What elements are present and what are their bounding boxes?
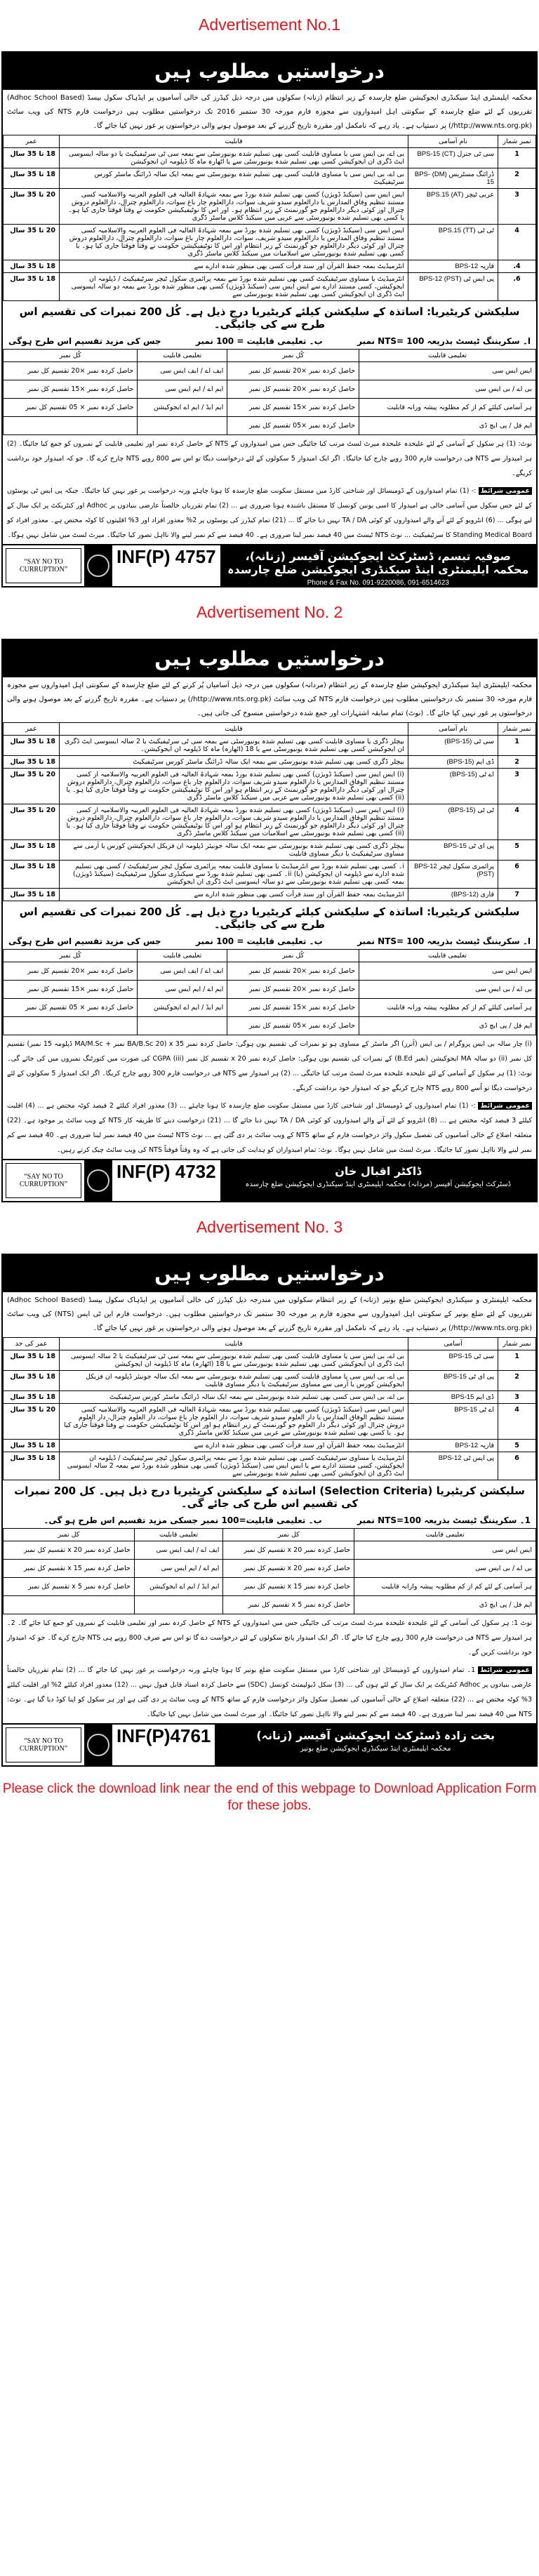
row-qualification: بیچلر ڈگری کسی بھی تسلیم شدہ یونیورسٹی سے بمعہ ایک سالہ ڈرائنگ ماسٹر کورس سرٹیفیکیٹ bbox=[60, 756, 408, 769]
criteria-row bbox=[4, 1541, 536, 1560]
officer-name: بخت زادہ ڈسٹرکٹ ایجوکیشن آفیسر (زنانہ) bbox=[256, 1729, 495, 1742]
row-serial: 3 bbox=[498, 769, 536, 804]
applications-wanted-banner: درخواستیں مطلوب ہیں bbox=[3, 53, 536, 90]
criteria-cell: بی اے / بی ایس سی bbox=[354, 1560, 536, 1578]
row-serial: 1 bbox=[498, 148, 536, 168]
row-qualification: بی اے، بی ایس سی یا مساوی قابلیت کسی بھی تسلیم شدہ یونیورسٹی سے بمعہ ایک سالہ جونیئر ڈپلومہ ان فزیکل ایجوکیشن کورس یا آرمی سے مساوی سرٹیفیکیٹ یا دیگر مساوی قابلیت bbox=[60, 1371, 408, 1391]
table-row bbox=[4, 148, 536, 168]
criteria-cell: ہر آسامی کے لئے کم از کم مطلوبہ پیشہ وارانہ قابلیت bbox=[354, 1578, 536, 1596]
posts-table-header bbox=[4, 723, 536, 736]
screening-test-marks: 1۔ سکریننگ ٹیسٹ بذریعہ NTS=100 نمبر bbox=[357, 1515, 531, 1525]
crit-col-marks: کل نمبر bbox=[223, 1529, 354, 1541]
criteria-cell: حاصل کردہ نمبر ×15 تقسیم کل نمبر bbox=[227, 999, 359, 1017]
advertisement bbox=[1, 1254, 538, 1767]
general-conditions-tag: عمومی شرائط bbox=[479, 487, 532, 495]
inf-code: INF(P) 4732 bbox=[117, 1161, 216, 1182]
col-post: آسامی bbox=[408, 1338, 498, 1350]
criteria-cell: ایف اے / ایف ایس سی bbox=[138, 962, 227, 981]
criteria-cell bbox=[4, 417, 138, 435]
criteria-cell: حاصل کردہ نمبر ×20 تقسیم کل نمبر bbox=[227, 981, 359, 999]
criteria-cell: ایف اے / ایف ایس سی bbox=[134, 1541, 223, 1560]
advertisement bbox=[1, 51, 538, 587]
row-qualification: (i) ایس ایس سی (سیکنڈ ڈویژن) کسی بھی تسلیم شدہ بورڈ بمعہ شہادۃ العالیہ فی العلوم العربیہ والاسلامیہ از کسی مستند تنظیم الوفاق المدارس یا دارالعلوم سیدو شریف سوات، دارالعلوم چار باغ سوات، دارالعلوم چترال، دارالعلوم دروش چترال اور کوئی دیگر دارالعلوم جو گورنمنٹ کے زیر انتظام ہو اور اس کا نوٹیفیکیشن حکومت نے وقتاً فوقتاً جاری کیا ہو۔ یا (ii) کسی بھی تسلیم شدہ یونیورسٹی سے عربی میں سیکنڈ کلاس ماسٹر ڈگری bbox=[60, 769, 408, 804]
general-conditions-tag: عمومی شرائط bbox=[478, 1102, 532, 1110]
row-serial: 2 bbox=[498, 168, 536, 189]
officer-block bbox=[215, 1725, 536, 1765]
general-conditions-text: :- (1) تمام امیدواروں کے ڈومیسائل اور شناختی کارڈ میں مستقل سکونت ضلع چارسدہ کا ہونا چاہئے ... (3) معذور افراد کیلئے 2 فیصد کوٹہ مختص ہے ... (4) اقلیت کیلئے 3 فیصد کوٹہ مختص ہے ... (8) انٹرویو کے لئے آنے والے امیدواروں کو کوئی TA / DA نہیں دیا جائے گا ... (21) درخواست دینے کا طریقہ کار NTS کے ویب سائٹ پر موجود ہے۔ (22) متعلقہ اضلاع کے خالی آسامیوں کی تفصیل سکول وائز درخواست فارم کے ساتھ NTS کے ویب سائٹ پر دی گئی ہے ... نوٹ NTS ٹیسٹ میں 40 فیصد نمبر لینا ضروری ہے۔ 40 فیصد سے کم نمبر لینے والا نااہل تصور کیا جائیگا۔ میرٹ لسٹ میں شامل نہیں ہوگا۔ نوٹ: تمام امیدواران کو ہدایت کی جاتی ہے کہ وہ وقتاً فوقتاً NTS کی ویب سائٹ چیک کرتے رہیں۔ bbox=[7, 1102, 532, 1154]
say-no-to-corruption: “SAY NO TO CURRUPTION” bbox=[6, 1163, 81, 1198]
criteria-cell: حاصل کردہ نمبر ×20 تقسیم کل نمبر bbox=[227, 362, 359, 380]
row-qualification: انٹرمیڈیٹ یا مساوی سرٹیفیکیٹ کسی بھی تسلیم شدہ بورڈ سے بمعہ پرائمری سکول ٹیچر سرٹیفیکیٹ / ڈپلومہ ان ایجوکیشن، کسی مستند ادارے سے یا ایس ایس سی (سیکنڈ ڈویژن) کسی بھی منظور شدہ بورڈ سے بمعہ 2 سالہ ایسوسی ایٹ ڈگری ان ایجوکیشن کسی بھی تسلیم شدہ یونیورسٹی سے bbox=[60, 1452, 408, 1480]
crit-col-marks-2: کل نمبر bbox=[4, 1529, 135, 1541]
criteria-cell: ہر آسامی کیلئے کم از کم مطلوبہ پیشہ ورانہ قابلیت bbox=[359, 399, 536, 417]
general-conditions-text: :- (1) تمام امیدواروں کے ڈومیسائل اور شناختی کارڈ میں مستقل سکونت ضلع چارسدہ کا ہونا چاہئے ورنہ درخواست پر غور نہیں کیا جائیگا۔ جبکہ پی ایس ٹی پوسٹوں کے لئے جس سکول میں آسامی خالی ہے امیدوار کا اسی یونین کونسل کا مستقل باشندہ ہونا ضروری ہے ... (2) تمام تقرریاں خالصتاً عارضی بنیادوں پر Adhoc اور کنٹریکٹ پر ایک سال کے لیے ہوگی ... (6) انٹرویو کے لئے آنے والے امیدواروں کو کوئی TA / DA نہیں دیا جائے گا ... (21) تمام کیڈرز کی پوسٹوں پر 2% معذور افراد اور 3% اقلیتوں کا کوٹہ مختص ہے۔ معذور افراد کو Standing Medical Board کا سرٹیفیکیٹ ... نوٹ NTS ٹیسٹ میں 40 فیصد نمبر لینا ضروری ہے۔ 40 فیصد سے کم نمبر لینے والا نااہل تصور کیا جائیگا۔ میرٹ لسٹ میں شامل نہیں ہوگا۔ bbox=[7, 487, 533, 539]
selection-criteria-heading: سلیکشن کریٹیریا: اساتذہ کے سلیکشن کیلئے کریٹیریا درج ذیل ہے۔ کُل 200 نمبرات کی تقسیم اس طرح سے کی جائیگی۔ bbox=[19, 905, 520, 931]
criteria-cell: بی اے / بی ایس سی bbox=[359, 380, 536, 399]
col-post: نام آسامی bbox=[408, 135, 498, 148]
criteria-row bbox=[4, 1017, 536, 1035]
row-qualification: (i) ایس ایس سی (سیکنڈ ڈویژن) کسی بھی تسلیم شدہ بورڈ بمعہ شہادۃ العالیہ فی العلوم العربیہ والاسلامیہ از کسی مستند تنظیم الوفاق المدارس یا دارالعلوم سیدو شریف سوات، دارالعلوم چار باغ سوات، دارالعلوم چترال، دارالعلوم دروش چترال اور کوئی دیگر دارالعلوم جو گورنمنٹ کے زیر انتظام ہو اور اس کا نوٹیفیکیشن حکومت نے وقتاً فوقتاً جاری کیا ہو۔ یا (ii) کسی بھی تسلیم شدہ یونیورسٹی سے اسلامیات میں سیکنڈ کلاس ماسٹر ڈگری bbox=[60, 804, 408, 840]
col-age: عمر bbox=[4, 135, 60, 148]
row-post: قاری (BPS-12) bbox=[408, 889, 498, 901]
row-serial: 4 bbox=[498, 225, 536, 260]
inf-code: INF(P)4761 bbox=[117, 1725, 211, 1746]
row-serial: 6. bbox=[498, 273, 536, 301]
row-post: سی ٹی (BPS-15) bbox=[408, 736, 498, 756]
criteria-row bbox=[4, 380, 536, 399]
table-row bbox=[4, 756, 536, 769]
row-post: عربی ٹیچر (AT) BPS.15 bbox=[408, 189, 498, 225]
row-qualification: بیچلر ڈگری کسی بھی تسلیم شدہ یونیورسٹی سے بمعہ ایک سالہ جونیئر ڈپلومہ ان فزیکل ایجوکیشن کورس یا آرمی سے مساوی سرٹیفیکیٹ یا دیگر مساوی قابلیت bbox=[60, 840, 408, 861]
row-serial: 1 bbox=[498, 736, 536, 756]
criteria-cell bbox=[138, 1017, 227, 1035]
row-age: 20 تا 35 سال bbox=[4, 804, 60, 840]
criteria-cell: حاصل کردہ نمبر × 05 تقسیم کل نمبر bbox=[4, 999, 138, 1017]
selection-criteria-sub bbox=[3, 335, 536, 349]
criteria-cell: حاصل کردہ نمبر ×15 تقسیم کل نمبر bbox=[4, 380, 138, 399]
crit-col-marks-2: کُل نمبر bbox=[4, 350, 138, 362]
row-serial: 7 bbox=[498, 889, 536, 901]
table-row bbox=[4, 1404, 536, 1440]
row-serial: 5 bbox=[498, 1440, 536, 1452]
officer-designation: ڈسٹرکٹ ایجوکیشن آفیسر (مردانہ) محکمہ ایلیمنٹری اینڈ سیکنڈری ایجوکیشن ضلع چارسدہ bbox=[245, 1181, 512, 1188]
row-post: پی ایس ٹی (PST) BPS-12 bbox=[408, 273, 498, 301]
crit-col-marks: کُل نمبر bbox=[227, 350, 359, 362]
table-row bbox=[4, 273, 536, 301]
intro-text: محکمہ ایلیمنٹری اینڈ سیکنڈری ایجوکیشن ضلع چارسدہ کے زیر انتظام (زنانہ) سکولوں میں درجہ ذیل کیڈرز کی خالی آسامیوں پر ایڈہاک سکول بیسڈ (Adhoc School Based) تقرریوں کے لئے ضلع چارسدہ کے سکونتی اہل امیدواروں سے مجوزہ فارم مورخہ 30 ستمبر 2016 تک درخواستیں مطلوب ہیں درخواست فارم NTS کی ویب سائٹ (http://www.nts.org.pk/) پر دستیاب ہے۔ یاد رہے کہ نامکمل اور مقررہ تاریخ گزرنے کے بعد موصول ہونے والی درخواستوں پر غور نہیں کیا جائے گا۔ bbox=[7, 94, 533, 130]
inf-code: INF(P) 4757 bbox=[117, 546, 216, 567]
ad-footer bbox=[3, 1723, 536, 1765]
officer-designation: محکمہ ایلیمنٹری اینڈ سیکنڈری ایجوکیشن ضلع بونیر bbox=[300, 1745, 451, 1753]
officer-block bbox=[220, 1160, 536, 1201]
say-no-to-corruption: “SAY NO TO CURRUPTION” bbox=[6, 548, 81, 583]
criteria-cell: حاصل کردہ نمبر × 05 تقسیم کل نمبر bbox=[4, 399, 138, 417]
row-qualification: انٹرمیڈیٹ بمعہ حفظ القرآن اور سند قرأت کسی بھی منظور شدہ ادارے سے bbox=[60, 1440, 408, 1452]
row-post: پرائمری سکول ٹیچر BPS-12 (PST) bbox=[408, 861, 498, 889]
row-age: 18 تا 35 سال bbox=[4, 840, 60, 861]
division-note: جس کی مزید تقسیم اس طرح ہوگی bbox=[8, 336, 161, 346]
row-post: پی ای ٹی BPS-15 bbox=[408, 840, 498, 861]
officer-block bbox=[220, 545, 536, 586]
table-row bbox=[4, 1350, 536, 1371]
crit-col-qualification: تعلیمی قابلیت bbox=[359, 950, 536, 962]
row-age: 18 تا 35 سال bbox=[4, 1440, 60, 1452]
row-age: 18 تا 35 سال bbox=[4, 861, 60, 889]
criteria-cell: حاصل کردہ نمبر x 20 تقسیم کل نمبر bbox=[4, 1541, 135, 1560]
row-age: 18 تا 35 سال bbox=[4, 1452, 60, 1480]
criteria-cell: حاصل کردہ نمبر x 5 تقسیم کل نمبر bbox=[4, 1578, 135, 1596]
col-age: عمر کی حد bbox=[4, 1338, 60, 1350]
row-age: 18 تا 35 سال bbox=[4, 756, 60, 769]
say-no-to-corruption: “SAY NO TO CURRUPTION” bbox=[6, 1727, 81, 1762]
selection-criteria-heading: سلیکشن کریٹیریا: اساتذہ کے سلیکشن کیلئے کریٹیریا درج ذیل ہے۔ کُل 200 نمبرات کی تقسیم اس طرح سے کی جائیگی۔ bbox=[19, 305, 520, 331]
criteria-cell: حاصل کردہ نمبر ×20 تقسیم کل نمبر bbox=[4, 962, 138, 981]
crit-col-qualification-2: تعلیمی قابلیت bbox=[138, 950, 227, 962]
criteria-table bbox=[3, 949, 536, 1035]
criteria-cell: حاصل کردہ نمبر ×05 تقسیم کل نمبر bbox=[227, 1017, 359, 1035]
row-age: 20 تا 35 سال bbox=[4, 189, 60, 225]
row-age: 18 تا 35 سال bbox=[4, 273, 60, 301]
table-row bbox=[4, 1440, 536, 1452]
row-qualification: بی اے، بی ایس سی یا مساوی قابلیت کسی بھی تسلیم شدہ یونیورسٹی سے بمعہ سی ٹی سرٹیفیکیٹ یا 2 سالہ ایسوسی ایٹ ڈگری ان ایجوکیشن کسی بھی تسلیم شدہ یونیورسٹی سے یا 18 (اٹھارہ) ماہ کا ڈپلومہ ان ایجوکیشن bbox=[60, 1350, 408, 1371]
row-qualification: ایس ایس سی (سیکنڈ ڈویژن) کسی بھی تسلیم شدہ بورڈ سے بمعہ شہادۃ العالیہ فی العلوم العربیہ والاسلامیہ کسی مستند تنظیم الوفاق المدارس یا دار العلوم سیدو شریف سوات، دار العلوم چار باغ سوات، دار العلوم چترال، دار العلوم دروش چترال اور کوئی دیگر دار العلوم جو گورنمنٹ کے زیر انتظام ہو اور اس کا نوٹیفیکیشن حکومت نے وقتاً فوقتاً جاری کیا ہو۔ یا کسی بھی تسلیم شدہ یونیورسٹی سے عربی میں سیکنڈ کلاس ماسٹر ڈگری bbox=[60, 1404, 408, 1440]
general-conditions bbox=[3, 482, 536, 544]
criteria-cell: حاصل کردہ نمبر ×15 تقسیم کل نمبر bbox=[4, 981, 138, 999]
general-conditions bbox=[3, 1097, 536, 1159]
criteria-table bbox=[3, 349, 536, 435]
table-row bbox=[4, 736, 536, 756]
criteria-cell: ایم فل / پی ایچ ڈی bbox=[354, 1596, 536, 1614]
intro-text: محکمہ ایلیمنٹری اینڈ سیکنڈری ایجوکیشن ضلع چارسدہ کے زیر انتظام (مردانہ) سکولوں میں درجہ ذیل آسامیاں پُر کرنے کے لئے ضلع چارسدہ کے سکونتی اہل امیدواروں سے مجوزہ فارم مورخہ 30 ستمبر تک درخواستیں مطلوب ہیں درخواست فارم NTS کی ویب سائٹ (http://www.nts.org.pk/) پر دستیاب ہے۔ مقررہ تاریخ گزرنے کے بعد موصول ہونے والی درخواستوں پر غور نہیں کیا جائے گا۔ (نوٹ) تمام سابقہ اشتہارات اور جمع شدہ درخواستیں منسوخ کی جاتی ہیں۔ bbox=[7, 682, 533, 717]
table-row bbox=[4, 1452, 536, 1480]
table-row bbox=[4, 889, 536, 901]
criteria-cell: ایم ایڈ / ایم اے ایجوکیشن bbox=[138, 399, 227, 417]
criteria-row bbox=[4, 417, 536, 435]
row-post: قاریہ BPS-12 bbox=[408, 1440, 498, 1452]
criteria-row bbox=[4, 1560, 536, 1578]
row-serial: 6 bbox=[498, 1452, 536, 1480]
row-age: 18 تا 35 سال bbox=[4, 1371, 60, 1391]
row-age: 18 تا 35 سال bbox=[4, 260, 60, 273]
notes-pre: (i) چار سالہ بی ایس پروگرام / بی ایس (آنرز) اگر ماسٹر کے مساوی ہو تو نمبرات کی تقسیم یوں ہوگی: حاصل کردہ نمبر x 35 (BA/B.Sc 20 نمبر + MA/M.Sc ڈپلومہ 15 نمبر) تقسیم کل نمبر (ii) دو سالہ MA ایجوکیشن (بغیر B.Ed) کے نمبرات کی تقسیم یوں ہوگی: حاصل کردہ نمبر x 20 تقسیم کل نمبر (iii) CGPA کی صورت میں کنورٹنگ نمبروں میں کی جائے گی۔ نوٹ: (1) ہر سکول کے آسامی کے لئے علیحدہ علیحدہ میرٹ لسٹ مرتب کیا جائیگی ... (2) ہر امیدوار سے NTS فی درخواست فارم 300 روپے چارج کریگا۔ اگر ایک امیدوار 5 سکولوں کے لئے درخواست دیگا تو اُسے 800 روپے NTS چارج کریگے جو کہ امیدوار خود برداشت کریگے۔ bbox=[7, 1040, 533, 1092]
table-row bbox=[4, 189, 536, 225]
row-qualification: انٹرمیڈیٹ یا مساوی سرٹیفیکیٹ کسی بھی تسلیم شدہ بورڈ سے بمعہ پرائمری سکول ٹیچر سرٹیفیکیٹ / ڈپلومہ ان ایجوکیشن، کسی مستند ادارے سے ایس ایس سی (سیکنڈ ڈویژن) کسی بھی منظور شدہ بورڈ سے بمعہ دو سالہ ایسوسی ایٹ ڈگری ان ایجوکیشن کسی بھی تسلیم شدہ یونیورسٹی سے bbox=[60, 273, 408, 301]
division-note: جس کی مزید تقسیم اس طرح ہوگی bbox=[8, 936, 161, 946]
education-marks: ب۔ تعلیمی قابلیت = 100 نمبر bbox=[196, 336, 323, 346]
row-qualification: انٹرمیڈیٹ بمعہ حفظ القرآن اور سند قرأت کسی بھی منظور شدہ ادارے سے bbox=[60, 889, 408, 901]
advertisement-heading: Advertisement No. 3 bbox=[196, 1218, 343, 1236]
row-qualification: انٹرمیڈیٹ بمعہ حفظ القرآن اور سند قرأت کسی بھی منظور شدہ ادارے سے bbox=[60, 260, 408, 273]
intro-text: محکمہ ایلیمنٹری و سیکنڈری ایجوکیشن ضلع بونیر (زنانہ) کے زیر انتظام سکولوں میں مندرجہ ذیل کیڈرز کی خالی آسامیوں پر ایڈہاک سکول بیسڈ (Adhoc School Based) تقرریوں کے لئے ضلع بونیر کے سکونتی اہل امیدواروں سے مجوزہ فارم پر مورخہ 30 ستمبر تک درخواستیں مطلوب ہیں۔ درخواست فارم این ٹی ایس (NTS) کی ویب سائٹ (http://www.nts.org.pk/) پر دستیاب ہے۔ یاد رہے کہ نامکمل اور مقررہ تاریخ گزرنے کے بعد موصول ہونے والی درخواستوں پر غور نہیں کیا جائے گا۔ bbox=[7, 1296, 532, 1332]
table-row bbox=[4, 769, 536, 804]
ad-footer bbox=[3, 544, 536, 586]
row-age: 20 تا 35 سال bbox=[4, 225, 60, 260]
criteria-cell: ایس ایس سی bbox=[359, 362, 536, 380]
row-age: 18 تا 35 سال bbox=[4, 889, 60, 901]
row-serial: 3 bbox=[498, 189, 536, 225]
table-row bbox=[4, 1371, 536, 1391]
advertisement bbox=[1, 639, 538, 1202]
emblem-icon bbox=[84, 1160, 112, 1201]
criteria-cell: حاصل کردہ نمبر ×15 تقسیم کل نمبر bbox=[227, 399, 359, 417]
criteria-cell: ایس ایس سی bbox=[359, 962, 536, 981]
general-conditions bbox=[3, 1661, 536, 1723]
row-serial: 1 bbox=[498, 1350, 536, 1371]
col-post: نام آسامی bbox=[408, 723, 498, 736]
col-serial: نمبر شمار bbox=[498, 135, 536, 148]
row-serial: 5 bbox=[498, 840, 536, 861]
table-row bbox=[4, 804, 536, 840]
criteria-cell: ایم ایڈ / ایم اے ایجوکیشن bbox=[138, 999, 227, 1017]
education-marks: ب۔ تعلیمی قابلیت=100 نمبر جسکی مزید تقسیم اس طرح ہو گی۔ bbox=[44, 1515, 322, 1525]
crit-col-qualification-2: تعلیمی قابلیت bbox=[138, 350, 227, 362]
col-serial: نمبر شمار bbox=[498, 723, 536, 736]
criteria-cell: حاصل کردہ نمبر x 20 تقسیم کل نمبر bbox=[223, 1541, 354, 1560]
row-serial: 6 bbox=[498, 861, 536, 889]
emblem-icon bbox=[84, 1725, 112, 1765]
row-qualification: بی اے، بی ایس سی کسی بھی تسلیم شدہ یونیورسٹی سے بمعہ ایک سالہ ڈرائنگ ماسٹر کورس سرٹیفیکیٹ bbox=[60, 1391, 408, 1404]
table-row bbox=[4, 1391, 536, 1404]
col-qualification: قابلیت bbox=[60, 135, 408, 148]
row-serial: 4 bbox=[498, 804, 536, 840]
advertisement-heading: Advertisement No.1 bbox=[199, 15, 340, 34]
col-qualification: قابلیت bbox=[60, 1338, 408, 1350]
officer-name: ڈاکٹر اقبال خان bbox=[335, 1164, 422, 1178]
row-post: سی ٹی BPS-15 bbox=[408, 1350, 498, 1371]
emblem-icon bbox=[84, 545, 112, 586]
row-post: پی ایس ٹی BPS-12 bbox=[408, 1452, 498, 1480]
general-conditions-tag: عمومی شرائط bbox=[478, 1666, 532, 1674]
posts-table bbox=[3, 135, 536, 301]
row-post: ٹی ٹی (BPS-15) bbox=[408, 804, 498, 840]
row-serial: 2 bbox=[498, 1371, 536, 1391]
download-note[interactable]: Please click the download link near the end of this webpage to Download Application Form for these jobs. bbox=[2, 1781, 537, 1813]
table-row bbox=[4, 260, 536, 273]
criteria-cell: حاصل کردہ نمبر ×20 تقسیم کل نمبر bbox=[227, 380, 359, 399]
row-qualification: ایس ایس سی (سیکنڈ ڈویژن) کسی بھی تسلیم شدہ بورڈ سے بمعہ شہادۃ العالیہ فی العلوم العربیہ والاسلامیہ کسی مستند تنظیم وفاق المدارس یا دارالعلوم سیدو شریف سوات، دارالعلوم چار باغ سوات، دارالعلوم چترال، دارالعلوم دروش چترال اور کوئی دیگر دارالعلوم جو گورنمنٹ کے زیر انتظام ہو۔ اور اس کا نوٹیفیکیشن حکومت نے وقتاً فوقتاً جاری کیا ہو۔ یا کسی بھی تسلیم شدہ یونیورسٹی سے عربی میں سیکنڈ کلاس ماسٹر ڈگری bbox=[60, 189, 408, 225]
row-age: 18 تا 35 سال bbox=[4, 168, 60, 189]
criteria-row bbox=[4, 1578, 536, 1596]
table-row bbox=[4, 225, 536, 260]
criteria-cell: حاصل کردہ نمبر x 15 تقسیم کل نمبر bbox=[223, 1578, 354, 1596]
general-conditions-text: 1۔ تمام امیدواروں کے ڈومیسائل اور شناختی کارڈ میں مستقل سکونت ضلع بونیر کا ہونا چاہئے ورنہ درخواست پر غور نہیں کیا جائے گا ... (2) تمام تقرریاں خالصتاً عارضی بنیادوں پر Adhoc کنٹریکٹ پر ایک سال کے لئے ہوں گی ... (3) سکل ڈیولپمنٹ کونسل (SDC) سے حاصل کردہ اسناد قابل قبول نہیں ... (12) معذور افراد کیلئے 2% اور اقلیت کیلئے 3% کوٹہ مختص ہے ... (22) متعلقہ اضلاع کے خالی آسامیوں کی تفصیل سکول وائز درخواست فارم کے ساتھ NTS کے ویب سائٹ پر دی گئی ہے اور ہر سکول کو اپنا کوڈ دیا گیا ہے۔ نوٹ: NTS میں 40 فیصد نمبر لینا ضروری ہے۔ 40 فیصد سے کم نمبر لینے والا نااہل تصور کیا جائیگا۔ اور میرٹ لسٹ میں شامل نہیں کیا جائیگا۔ bbox=[7, 1666, 532, 1718]
row-age: 18 تا 35 سال bbox=[4, 1350, 60, 1371]
criteria-cell: حاصل کردہ نمبر x 20 تقسیم کل نمبر bbox=[223, 1560, 354, 1578]
row-age: 20 تا 35 سال bbox=[4, 769, 60, 804]
criteria-row bbox=[4, 399, 536, 417]
criteria-cell: ایس ایس سی bbox=[354, 1541, 536, 1560]
row-age: 20 تا 35 سال bbox=[4, 1404, 60, 1440]
selection-criteria-sub bbox=[3, 935, 536, 949]
criteria-cell: حاصل کردہ نمبر ×05 تقسیم کل نمبر bbox=[227, 417, 359, 435]
posts-table-header bbox=[4, 135, 536, 148]
row-qualification: بیچلر ڈگری یا مساوی قابلیت کسی بھی تسلیم شدہ یونیورسٹی سے بمعہ سی ٹی سرٹیفیکیٹ یا 2 سالہ ایسوسی ایٹ ڈگری ان ایجوکیشن کسی بھی تسلیم شدہ یونیورسٹی سے یا 18 (اٹھارہ) ماہ کا ڈپلومہ ان ایجوکیشن۔ bbox=[60, 736, 408, 756]
table-row bbox=[4, 840, 536, 861]
row-post: قاریہ BPS-12 bbox=[408, 260, 498, 273]
advertisement-heading: Advertisement No. 2 bbox=[196, 603, 343, 621]
col-serial: نمبر شمار bbox=[498, 1338, 536, 1350]
criteria-table bbox=[3, 1528, 536, 1614]
row-age: 18 تا 35 سال bbox=[4, 148, 60, 168]
row-post: اے ٹی BPS-15 bbox=[408, 1404, 498, 1440]
row-qualification: i۔ کسی بھی تسلیم شدہ بورڈ سے انٹرمیڈیٹ یا مساوی قابلیت بمعہ پرائمری سکول ٹیچر سرٹیفیکیٹ / کسی بھی تسلیم شدہ ادارے سے ڈپلومہ ان ایجوکیشن (یا) ii۔ کسی بھی تسلیم شدہ بورڈ سے سیکنڈری سکول سرٹیفیکیٹ (سیکنڈ ڈویژن) بمعہ کسی بھی تسلیم شدہ یونیورسٹی سے دو سالہ ایسوسی ایٹ ڈگری ان ایجوکیشن bbox=[60, 861, 408, 889]
criteria-cell: ہر آسامی کیلئے کم از کم مطلوبہ پیشہ ورانہ قابلیت bbox=[359, 999, 536, 1017]
screening-test-marks: ا۔ سکریننگ ٹیسٹ بذریعہ NTS= 100 نمبر bbox=[357, 936, 531, 946]
screening-test-marks: ا۔ سکریننگ ٹیسٹ بذریعہ NTS= 100 نمبر bbox=[357, 336, 531, 346]
officer-name: صوفیہ تبسم، ڈسٹرکٹ ایجوکیشن آفیسر (زنانہ)، محکمہ ایلیمنٹری اینڈ سیکنڈری ایجوکیشن ضلع چارسدہ bbox=[227, 550, 529, 576]
criteria-row bbox=[4, 962, 536, 981]
notes-pre: نوٹ: (1) ہر سکول کے آسامی کے لئے علیحدہ علیحدہ میرٹ لسٹ مرتب کیا جائیگی جس میں امیدواروں کے NTS کے حاصل کردہ نمبر اور تعلیمی قابلیت کے نمبروں کو جمع کیا جائیگا۔ (2) ہر امیدوار سے NTS فی درخواست فارم 300 روپے چارج کیا جائیگا۔ اگر ایک امیدوار 5 سکولوں کے لئے درخواست دیگا تو اس سے 800 روپے NTS چارج کرے گا۔ جو کہ امیدوار خود برداشت کریگے۔ bbox=[7, 440, 533, 477]
criteria-cell: ایم فل / پی ایچ ڈی bbox=[359, 417, 536, 435]
criteria-cell: حاصل کردہ نمبر x 15 تقسیم کل نمبر bbox=[4, 1560, 135, 1578]
crit-col-qualification-2: تعلیمی قابلیت bbox=[134, 1529, 223, 1541]
criteria-row bbox=[4, 981, 536, 999]
row-serial: 3 bbox=[498, 1391, 536, 1404]
criteria-row bbox=[4, 362, 536, 380]
criteria-cell bbox=[138, 417, 227, 435]
row-qualification: ایس ایس سی (سیکنڈ ڈویژن) کسی بھی تسلیم شدہ بورڈ سے بمعہ شہادۃ العالیہ فی العلوم العربیہ والاسلامیہ کسی مستند تنظیم وفاق المدارس یا دارالعلوم سیدو شریف، سوات، دارالعلوم چار باغ سوات، دارالعلوم چترال، دارالعلوم دروش چترال اور کوئی دیگر دارالعلوم جو گورنمنٹ کے زیر انتظام اور اس کا نوٹیفیکیشن حکومت نے وقتاً فوقتاً جاری کیا ہو۔ یا کسی بھی تسلیم شدہ یونیورسٹی سے اسلامیات میں سیکنڈ کلاس ماسٹر ڈگری bbox=[60, 225, 408, 260]
selection-criteria-heading: سلیکشن کریٹیریا (Selection Criteria) اساتذہ کے سلیکشن کریٹیریا درج ذیل ہیں۔ کل 200 نمبرات کی تقسیم اس طرح کی جائے گی۔ bbox=[14, 1485, 525, 1510]
row-qualification: بی اے، بی ایس سی یا مساوی قابلیت کسی بھی تسلیم شدہ یونیورسٹی سے بمعہ ایک سالہ ڈرائنگ ماسٹر کورس سرٹیفیکیٹ bbox=[60, 168, 408, 189]
row-serial: 4 bbox=[498, 1404, 536, 1440]
col-age: عمر bbox=[4, 723, 60, 736]
row-age: 18 تا 35 سال bbox=[4, 736, 60, 756]
criteria-cell bbox=[4, 1596, 135, 1614]
phone-fax: Phone & Fax No. 091-9220086, 091-6514623 bbox=[307, 579, 449, 587]
criteria-cell: ایم فل / پی ایچ ڈی bbox=[359, 1017, 536, 1035]
posts-table bbox=[3, 1337, 536, 1480]
table-row bbox=[4, 861, 536, 889]
criteria-cell: حاصل کردہ نمبر ×20 تقسیم کل نمبر bbox=[227, 962, 359, 981]
criteria-cell bbox=[134, 1596, 223, 1614]
row-post: ڈی ایم BPS-15 bbox=[408, 1391, 498, 1404]
row-qualification: بی اے، بی ایس سی یا مساوی قابلیت کسی بھی تسلیم شدہ یونیورسٹی سے بمعہ سی ٹی سرٹیفیکیٹ یا دو سالہ ایسوسی ایٹ ڈگری ان ایجوکیشن کسی بھی تسلیم شدہ یونیورسٹی سے یا اٹھارہ ماہ کا ڈپلومہ ان ایجوکیشن bbox=[60, 148, 408, 168]
criteria-cell: ایم اے / ایم ایس سی bbox=[138, 380, 227, 399]
posts-table-header bbox=[4, 1338, 536, 1350]
notes-pre: نوٹ 1: ہر سکول کی آسامی کے لئے علیحدہ علیحدہ میرٹ لسٹ مرتب کی جائیگی جس میں امیدواروں کے NTS کے حاصل کردہ نمبر اور تعلیمی قابلیت کے نمبروں کو جمع کیا جائے گا۔ 2۔ ہر امیدوار سے NTS فی درخواست فارم 300 روپے چارج کیا جائے گا۔ اگر ایک امیدوار پانچ سکولوں کے لئے درخواست دے گا تو اس سے صرف 800 روپے ہی NTS چارج کرے گا۔ جو کہ امیدوار خود برداشت کریں گے۔ bbox=[7, 1619, 532, 1657]
crit-col-marks-2: کُل نمبر bbox=[4, 950, 138, 962]
row-serial: 2 bbox=[498, 756, 536, 769]
criteria-cell: حاصل کردہ نمبر ×20 تقسیم کل نمبر bbox=[4, 362, 138, 380]
criteria-cell: بی اے / بی ایس سی bbox=[359, 981, 536, 999]
selection-criteria-sub bbox=[3, 1514, 536, 1528]
row-post: سی ٹی جنرل (CT) BPS-15 bbox=[408, 148, 498, 168]
col-qualification: قابلیت bbox=[60, 723, 408, 736]
criteria-cell bbox=[4, 1017, 138, 1035]
ad-footer bbox=[3, 1159, 536, 1201]
row-post: ٹی ٹی (TT) BPS.15 bbox=[408, 225, 498, 260]
row-post: اے ٹی (BPS-15) bbox=[408, 769, 498, 804]
criteria-cell: ایف اے / ایف ایس سی bbox=[138, 362, 227, 380]
crit-col-qualification: تعلیمی قابلیت bbox=[359, 350, 536, 362]
criteria-cell: ایم ایڈ / ایم اے ایجوکیشن bbox=[134, 1578, 223, 1596]
education-marks: ب۔ تعلیمی قابلیت = 100 نمبر bbox=[196, 936, 323, 946]
row-post: پی ای ٹی BPS-15 bbox=[408, 1371, 498, 1391]
table-row bbox=[4, 168, 536, 189]
row-post: ڈی ایم (BPS-15) bbox=[408, 756, 498, 769]
crit-col-marks: کُل نمبر bbox=[227, 950, 359, 962]
row-post: ڈرائنگ مسٹریس (DM) BPS-15 bbox=[408, 168, 498, 189]
posts-table bbox=[3, 722, 536, 901]
applications-wanted-banner: درخواستیں مطلوب ہیں bbox=[3, 640, 536, 677]
criteria-cell: ایم اے / ایم ایس سی bbox=[138, 981, 227, 999]
crit-col-qualification: تعلیمی قابلیت bbox=[354, 1529, 536, 1541]
applications-wanted-banner: درخواستیں مطلوب ہیں bbox=[3, 1255, 536, 1292]
criteria-row bbox=[4, 1596, 536, 1614]
criteria-cell: ایم اے / ایم ایس سی bbox=[134, 1560, 223, 1578]
criteria-row bbox=[4, 999, 536, 1017]
row-age: 18 تا 35 سال bbox=[4, 1391, 60, 1404]
row-serial: 4. bbox=[498, 260, 536, 273]
criteria-cell: حاصل کردہ نمبر x 5 تقسیم کل نمبر bbox=[223, 1596, 354, 1614]
